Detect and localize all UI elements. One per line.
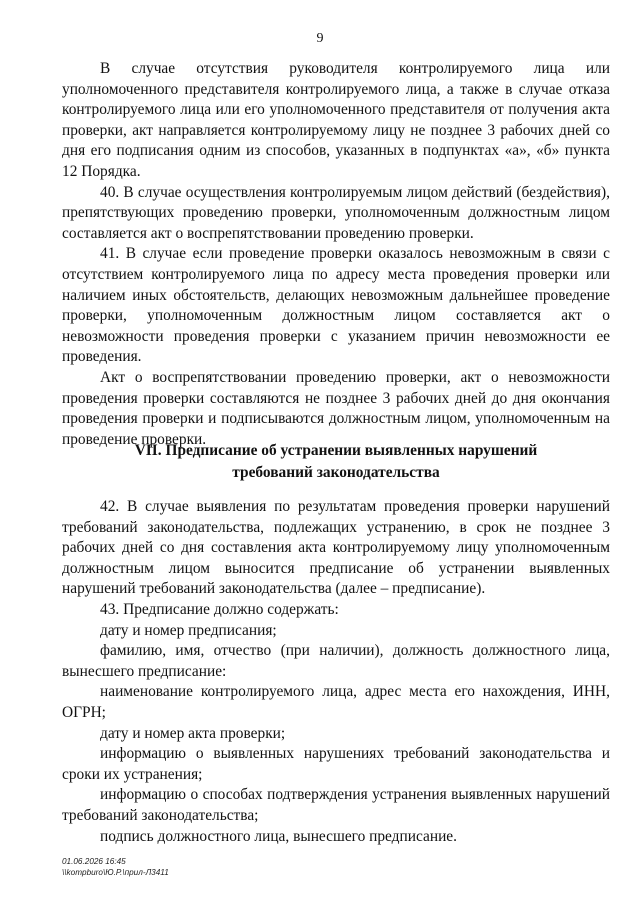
section-heading-line-2: требований законодательства bbox=[232, 464, 440, 481]
text-block-bottom bbox=[62, 497, 610, 847]
list-item: информацию о способах подтверждения устранения выявленных нарушений требований законодательства; bbox=[62, 786, 610, 824]
text-block-top bbox=[62, 59, 610, 450]
list-item: дату и номер предписания; bbox=[100, 621, 277, 639]
list-item: информацию о выявленных нарушениях требований законодательства и сроки их устранения; bbox=[62, 745, 610, 783]
section-heading-line-1: VII. Предписание об устранении выявленных нарушений bbox=[134, 442, 538, 459]
paragraph: 43. Предписание должно содержать: bbox=[100, 600, 339, 618]
footer-file-path: \\kompburo\Ю.Р.\прил-Л3411 bbox=[62, 867, 169, 877]
list-item: подпись должностного лица, вынесшего предписание. bbox=[100, 827, 457, 845]
paragraph: 41. В случае если проведение проверки оказалось невозможным в связи с отсутствием контролируемого лица по адресу места проведения проверки или наличием иных обстоятельств, делающих невозможным дальнейшее проведение проверки, уполномоченным должностным лицом составляется акт о невозможности проведения проверки с указанием причин невозможности ее проведения. bbox=[62, 245, 610, 366]
paragraph: 42. В случае выявления по результатам проведения проверки нарушений требований законодательства, подлежащих устранению, в срок не позднее 3 рабочих дней со дня составления акта контролируемому лицу уполномоченным должностным лицом выносится предписание об устранении выявленных нарушений требований законодательства (далее – предписание). bbox=[62, 498, 610, 598]
list-item: наименование контролируемого лица, адрес места его нахождения, ИНН, ОГРН; bbox=[62, 683, 610, 721]
page-number: 9 bbox=[316, 31, 324, 46]
footer-print-info bbox=[62, 857, 169, 878]
section-heading bbox=[62, 440, 610, 484]
footer-timestamp: 01.06.2026 16:45 bbox=[62, 857, 126, 866]
paragraph: В случае отсутствия руководителя контролируемого лица или уполномоченного представителя контролируемого лица, а также в случае отказа контролируемого лица или его уполномоченного представителя от получения акта проверки, акт направляется контролируемому лицу не позднее 3 рабочих дней со дня его подписания одним из способов, указанных в подпунктах «а», «б» пункта 12 Порядка. bbox=[62, 60, 610, 180]
list-item: фамилию, имя, отчество (при наличии), должность должностного лица, вынесшего предписание: bbox=[62, 642, 610, 680]
paragraph: 40. В случае осуществления контролируемым лицом действий (бездействия), препятствующих проведению проверки, уполномоченным должностным лицом составляется акт о воспрепятствовании проведению проверки. bbox=[62, 183, 610, 242]
list-item: дату и номер акта проверки; bbox=[100, 724, 286, 742]
paragraph: Акт о воспрепятствовании проведению проверки, акт о невозможности проведения проверки составляются не позднее 3 рабочих дней до дня окончания проведения проверки и подписываются должностным лицом, уполномоченным на проведение проверки. bbox=[62, 368, 610, 448]
